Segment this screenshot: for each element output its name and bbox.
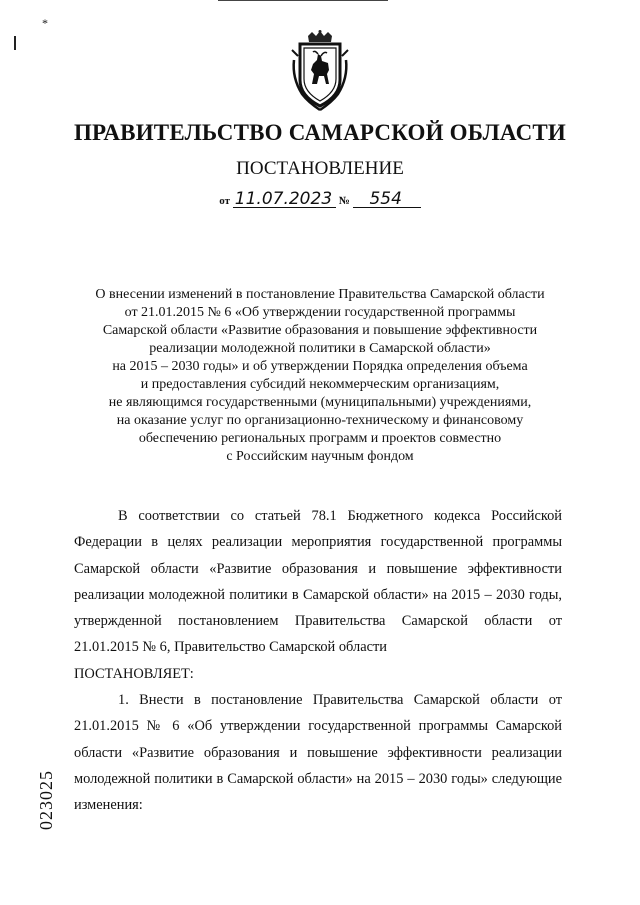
- caption-line: Самарской области «Развитие образования и повышение эффективности: [102, 323, 538, 338]
- caption-line: не являющимся государственными (муниципальными) учреждениями,: [108, 395, 532, 410]
- document-body: [74, 503, 562, 819]
- caption-line: от 21.01.2015 № 6 «Об утверждении государственной программы: [124, 305, 516, 320]
- caption-line: обеспечению региональных программ и проектов совместно: [138, 431, 502, 446]
- caption-line: реализации молодежной политики в Самарской области»: [149, 341, 491, 356]
- resolves-heading: ПОСТАНОВЛЯЕТ:: [74, 665, 194, 682]
- caption-line: О внесении изменений в постановление Правительства Самарской области: [95, 287, 545, 302]
- handwritten-date: 11.07.2023: [233, 191, 336, 208]
- serial-number: 023025: [36, 770, 56, 830]
- margin-bar: [14, 36, 16, 50]
- preamble-paragraph: В соответствии со статьей 78.1 Бюджетного кодекса Российской Федерации в целях реализации мероприятия государственной программы Самарской области «Развитие образования и повышение эффективности реализации молодежной политики в Самарской области» на 2015 – 2030 годы, утвержденной постановлением Правительства Самарской области от 21.01.2015 № 6, Правительство Самарской области: [74, 508, 562, 656]
- handwritten-number: 554: [353, 191, 421, 208]
- scan-top-edge-mark: [218, 0, 388, 7]
- corner-mark: *: [42, 16, 48, 30]
- caption-line: и предоставления субсидий некоммерческим организациям,: [140, 377, 500, 392]
- date-prefix: от: [219, 195, 231, 207]
- samara-coat-of-arms-icon: [288, 30, 352, 112]
- item-1-paragraph: 1. Внести в постановление Правительства Самарской области от 21.01.2015 № 6 «Об утверждении государственной программы Самарской области «Развитие образования и повышение эффективности реализации молодежной политики в Самарской области» на 2015 – 2030 годы» следующие изменения:: [74, 692, 562, 814]
- document-type: ПОСТАНОВЛЕНИЕ: [236, 158, 404, 179]
- document-caption: [70, 286, 570, 466]
- caption-line: на оказание услуг по организационно-техническому и финансовому: [116, 413, 524, 428]
- number-sign: №: [338, 195, 350, 207]
- date-number-line: [0, 191, 640, 208]
- caption-line: с Российским научным фондом: [226, 449, 414, 464]
- government-title: ПРАВИТЕЛЬСТВО САМАРСКОЙ ОБЛАСТИ: [73, 120, 567, 145]
- caption-line: на 2015 – 2030 годы» и об утверждении Порядка определения объема: [112, 359, 528, 374]
